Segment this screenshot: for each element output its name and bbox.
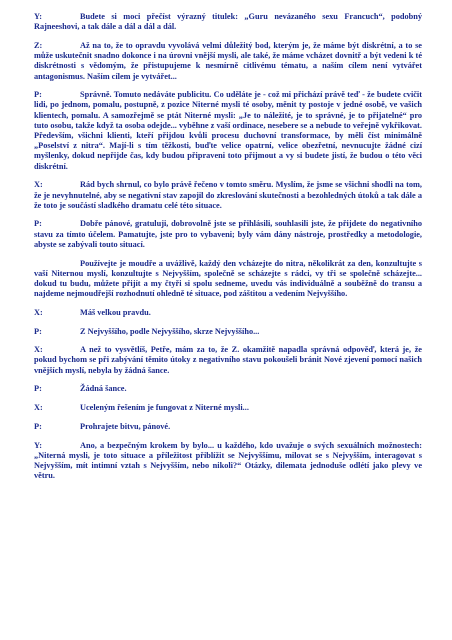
speaker-label: P:	[34, 384, 42, 394]
dialogue-paragraph	[34, 327, 422, 337]
paragraph-text: Rád bych shrnul, co bylo právě řečeno v tomto směru. Myslím, že jsme se všichni shodli na tom, že je nevyhnutelné, aby se negativní stav zapojil do zkreslování skutečnosti a bezohledných útoků a tak dále a že toto je součástí sladkého dramatu celé této situace.	[34, 180, 422, 210]
dialogue-paragraph	[34, 422, 422, 432]
speaker-label: X:	[34, 307, 43, 317]
speaker-label: X:	[34, 345, 43, 355]
dialogue-paragraph	[34, 12, 422, 32]
speaker-label: P:	[34, 326, 42, 336]
paragraph-text: Až na to, že to opravdu vyvolává velmi důležitý bod, kterým je, že máme být diskrétní, a to se může uskutečnit snadno dokonce i na úrovni vnější mysli, ale také, že máme vcházet dovnitř a být vedeni k té diskrétnosti s vědomým, že přistupujeme k nesmírně citlivému tématu, a naším cílem není vytvářet antagonismus. Naším cílem je vytvářet...	[34, 40, 422, 81]
speaker-label: X:	[34, 403, 43, 413]
dialogue-paragraph	[34, 259, 422, 300]
paragraph-text: Uceleným řešením je fungovat z Niterné mysli...	[80, 403, 249, 413]
dialogue-paragraph	[34, 219, 422, 250]
paragraph-text: Dobře pánové, gratuluji, dobrovolně jste se přihlásili, souhlasili jste, že přijdete do negativního stavu za tímto účelem. Pamatujte, jste pro to vybaveni; byly vám dány nástroje, prostředky a metodologie, abyste se zabývali touto situací.	[34, 219, 422, 249]
dialogue-paragraph	[34, 308, 422, 318]
dialogue-paragraph	[34, 41, 422, 82]
paragraph-text: A než to vysvětlíš, Petře, mám za to, že Z. okamžitě napadla správná odpověď, která je, že pokud bychom se při zabývání těmito útoky z negativního stavu pokoušeli bránit Nové zjevení pomocí našich vnějších myslí, nebyla by žádná šance.	[34, 345, 422, 375]
paragraph-text: Z Nejvyššího, podle Nejvyššího, skrze Nejvyššího...	[80, 326, 260, 336]
speaker-label: Y:	[34, 440, 42, 450]
speaker-label: P:	[34, 421, 42, 431]
paragraph-text: Máš velkou pravdu.	[80, 307, 151, 317]
speaker-label: Y:	[34, 12, 42, 21]
dialogue-paragraph	[34, 345, 422, 376]
paragraph-text: Prohrajete bitvu, pánové.	[80, 421, 171, 431]
paragraph-text: Ano, a bezpečným krokem by bylo... u každého, kdo uvažuje o svých sexuálních možnostech: „Niterná mysli, je toto situace a příležitost přiblížit se Nejvyššímu, milovat se s Nejvyšším, interagovat s Nejvyšším, mít intimní vztah s Nejvyšším, nebo nikoli?“ Otázky, dilemata jednoduše odlétí jako plevy ve větru.	[34, 440, 422, 481]
speaker-label: X:	[34, 180, 43, 190]
dialogue-paragraph	[34, 180, 422, 211]
dialogue-paragraph	[34, 384, 422, 394]
paragraph-text: Používejte je moudře a uvážlivě, každý den vcházejte do nitra, několikrát za den, konzultujte s vaší Niternou myslí, konzultujte s Nejvyšším, společně se scházejte s rádci, vy tři se společně scházejte... dokud tu budu, můžete přijít a my čtyři si spolu sedneme, uvedu vás individuálně a souběžně do transu a najdeme nejmoudřejší rozhodnutí ohledně té situace, pod záštitou a vedením Nejvyššího.	[34, 258, 422, 299]
dialogue-paragraph	[34, 403, 422, 413]
speaker-label: P:	[34, 219, 42, 229]
paragraph-text: Správně. Tomuto nedáváte publicitu. Co uděláte je - což mi přichází právě teď - že budete cvičit lidi, po jednom, pomalu, postupně, z pozice Niterné mysli té osoby, měnit ty postoje v jedné osobě, ve vašich klientech, pomalu. A samozřejmě se ptát Niterné mysli: „Je to náležité, je to správné, je to přijatelné“ pro tuto osobu, takže když ta osoba odejde... vyběhne z vaší ordinace, nesebere se a nebude to veřejně vykřikovat. Především, všichni klienti, kteří přijdou kvůli procesu duchovní transformace, by měli číst minimálně „Poselství z nitra“. Mají-li s tím těžkosti, buďte velice opatrní, velice obezřetní, nevnucujte žádné cizí myšlenky, dokud nepřijde čas, kdy budou připraveni toto přijmout a vy si budete jistí, že budou o této věci diskrétní.	[34, 90, 422, 171]
dialogue-paragraph	[34, 90, 422, 172]
transcript	[34, 12, 422, 481]
dialogue-paragraph	[34, 441, 422, 482]
speaker-label: Z:	[34, 40, 43, 50]
paragraph-text: Budete si moci přečíst výrazný titulek: „Guru nevázaného sexu Francuch“, podobný Rajneeshovi, a tak dále a dál a dál a dál.	[34, 12, 422, 32]
paragraph-text: Žádná šance.	[80, 384, 127, 394]
speaker-label: P:	[34, 90, 42, 100]
